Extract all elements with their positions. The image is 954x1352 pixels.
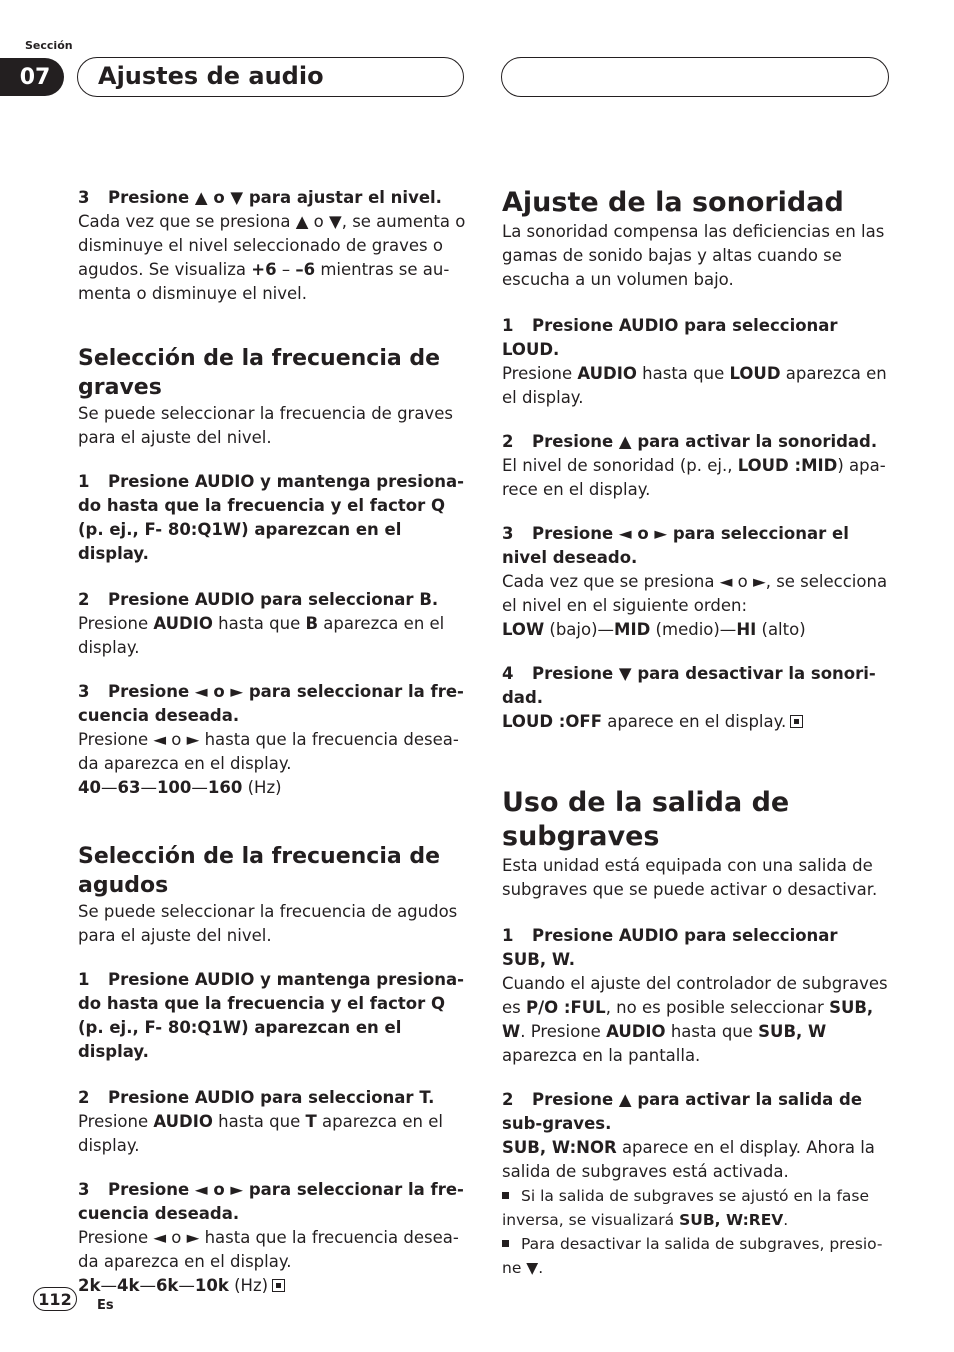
sub-step-1-text: Cuando el ajuste del controlador de subgraves es P/O :FUL, no es posible seleccionar SUB, W. Presione AUDIO hasta que SUB, W aparezca en la pantalla. (502, 974, 888, 1065)
loud-step-2: 2 Presione ▲ para activar la sonoridad. (502, 432, 878, 451)
loud-step-3-text: Cada vez que se presiona ◄ o ►, se selecciona el nivel en el siguiente orden: (502, 572, 888, 615)
loud-level-order: LOW (bajo)—MID (medio)—HI (alto) (502, 620, 806, 639)
treble-step-1: 1 Presione AUDIO y mantenga presiona-do hasta que la frecuencia y el factor Q (p. ej., F- 80:Q1W) aparezcan en el display. (78, 970, 464, 1061)
right-column (502, 186, 892, 1280)
treble-intro: Se puede seleccionar la frecuencia de agudos para el ajuste del nivel. (78, 902, 458, 945)
sub-note-2: Para desactivar la salida de subgraves, presio-ne ▼. (502, 1235, 883, 1277)
bullet-icon (502, 1192, 509, 1199)
loud-step-1: 1 Presione AUDIO para seleccionar LOUD. (502, 316, 838, 359)
header-empty-pill (501, 57, 889, 97)
treble-heading: Selección de la frecuencia de agudos (78, 844, 441, 898)
subwoofer-heading: Uso de la salida de subgraves (502, 787, 790, 852)
bass-step-2-text: Presione AUDIO hasta que B aparezca en el display. (78, 614, 445, 657)
page-number: 112 (33, 1287, 77, 1311)
chapter-title: Ajustes de audio (77, 57, 464, 97)
treble-step-2: 2 Presione AUDIO para seleccionar T. (78, 1088, 435, 1107)
loudness-intro: La sonoridad compensa las deficiencias en las gamas de sonido bajas y altas cuando se escucha a un volumen bajo. (502, 222, 885, 289)
treble-step-3: 3 Presione ◄ o ► para seleccionar la fre-cuencia deseada. (78, 1180, 464, 1223)
sub-step-2: 2 Presione ▲ para activar la salida de sub-graves. (502, 1090, 863, 1133)
language-code: Es (97, 1298, 114, 1313)
treble-frequency-list: 2k—4k—6k—10k (Hz) (78, 1274, 466, 1298)
section-number-badge: 07 (0, 58, 64, 96)
loudness-heading: Ajuste de la sonoridad (502, 187, 844, 218)
sub-step-2-text: SUB, W:NOR aparece en el display. Ahora la salida de subgraves está activada. (502, 1138, 875, 1181)
loud-step-1-text: Presione AUDIO hasta que LOUD aparezca en el display. (502, 364, 887, 407)
end-mark-icon (790, 715, 803, 728)
bass-intro: Se puede seleccionar la frecuencia de graves para el ajuste del nivel. (78, 404, 453, 447)
bass-step-3: 3 Presione ◄ o ► para seleccionar la fre-cuencia deseada. (78, 682, 464, 725)
loud-step-2-text: El nivel de sonoridad (p. ej., LOUD :MID) apa-rece en el display. (502, 456, 886, 499)
bass-step-1: 1 Presione AUDIO y mantenga presiona-do hasta que la frecuencia y el factor Q (p. ej., F- 80:Q1W) aparezcan en el display. (78, 472, 464, 563)
step-adjust-level: 3 Presione ▲ o ▼ para ajustar el nivel. (78, 188, 442, 207)
bass-heading: Selección de la frecuencia de graves (78, 346, 441, 400)
bullet-icon (502, 1240, 509, 1247)
section-label: Sección (25, 39, 73, 52)
sub-note-1: Si la salida de subgraves se ajustó en la fase inversa, se visualizará SUB, W:REV. (502, 1187, 870, 1229)
left-column (78, 186, 466, 1298)
treble-step-2-text: Presione AUDIO hasta que T aparezca en el display. (78, 1112, 443, 1155)
loud-step-4-text: LOUD :OFF aparece en el display. (502, 710, 892, 734)
bass-step-2: 2 Presione AUDIO para seleccionar B. (78, 590, 439, 609)
treble-step-3-text: Presione ◄ o ► hasta que la frecuencia desea-da aparezca en el display. (78, 1228, 459, 1271)
loud-step-3: 3 Presione ◄ o ► para seleccionar el nivel deseado. (502, 524, 849, 567)
sub-step-1: 1 Presione AUDIO para seleccionar SUB, W. (502, 926, 838, 969)
step-adjust-level-text: Cada vez que se presiona ▲ o ▼, se aumenta o disminuye el nivel seleccionado de graves o agudos. Se visualiza +6 – –6 mientras se au-menta o disminuye el nivel. (78, 212, 466, 303)
bass-step-3-text: Presione ◄ o ► hasta que la frecuencia desea-da aparezca en el display. (78, 730, 459, 773)
end-mark-icon (272, 1279, 285, 1292)
subwoofer-intro: Esta unidad está equipada con una salida de subgraves que se puede activar o desactivar. (502, 856, 878, 899)
loud-step-4: 4 Presione ▼ para desactivar la sonori-dad. (502, 664, 876, 707)
bass-frequency-list: 40—63—100—160 (Hz) (78, 778, 282, 797)
